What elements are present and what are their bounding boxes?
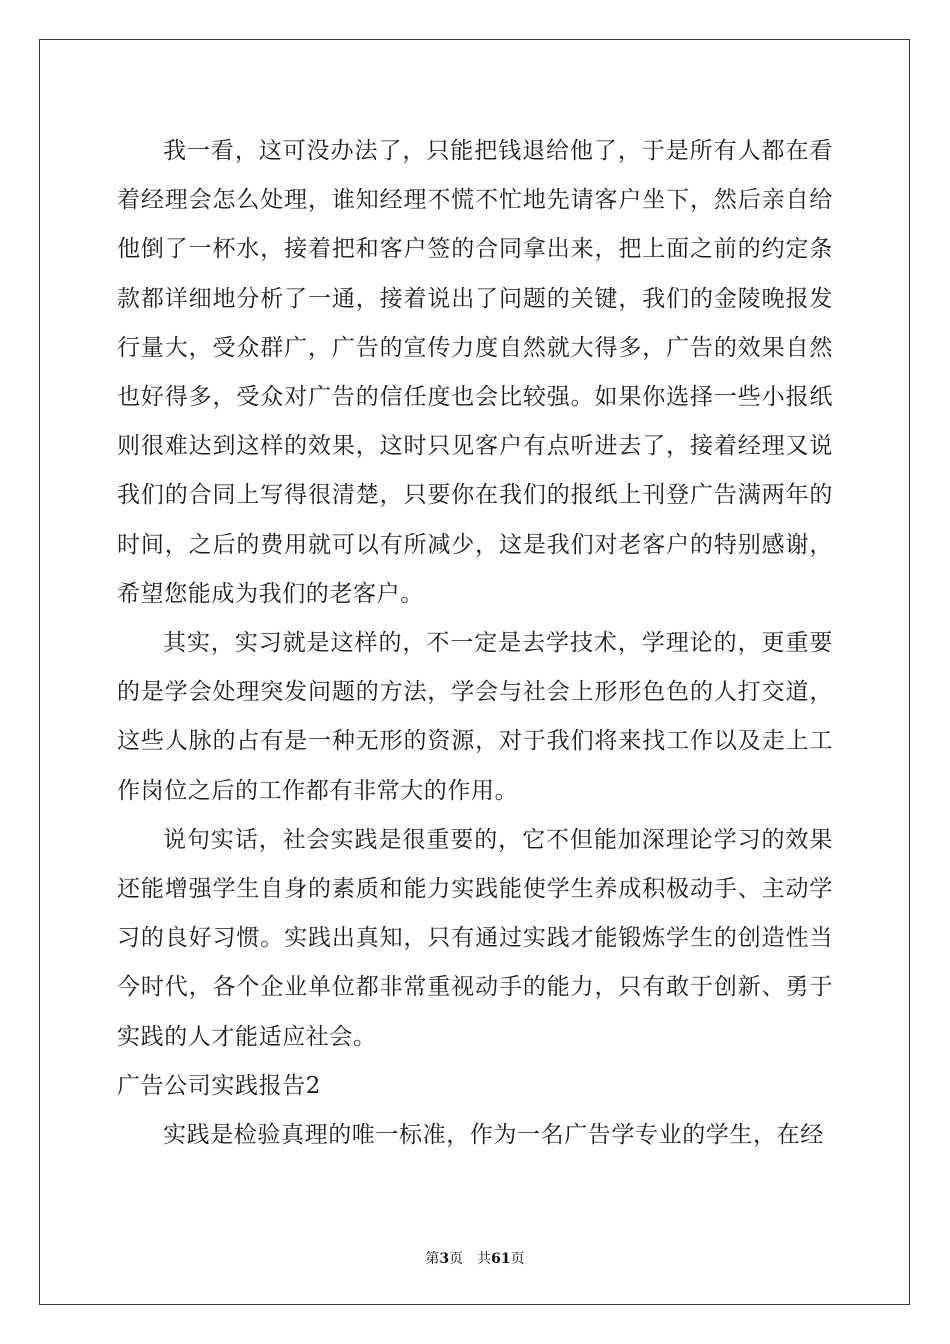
document-body xyxy=(117,127,833,1160)
paragraph-2: 其实，实习就是这样的，不一定是去学技术，学理论的，更重要的是学会处理突发问题的方法，学会与社会上形形色色的人打交道，这些人脉的占有是一种无形的资源，对于我们将来找工作以及走上工作岗位之后的工作都有非常大的作用。 xyxy=(117,630,833,804)
paragraph-1: 我一看，这可没办法了，只能把钱退给他了，于是所有人都在看着经理会怎么处理，谁知经理不慌不忙地先请客户坐下，然后亲自给他倒了一杯水，接着把和客户签的合同拿出来，把上面之前的约定条款都详细地分析了一通，接着说出了问题的关键，我们的金陵晚报发行量大，受众群广，广告的宣传力度自然就大得多，广告的效果自然也好得多，受众对广告的信任度也会比较强。如果你选择一些小报纸则很难达到这样的效果，这时只见客户有点听进去了，接着经理又说我们的合同上写得很清楚，只要你在我们的报纸上刊登广告满两年的时间，之后的费用就可以有所减少，这是我们对老客户的特别感谢，希望您能成为我们的老客户。 xyxy=(117,138,833,607)
paragraph-3: 说句实话，社会实践是很重要的，它不但能加深理论学习的效果还能增强学生自身的素质和能力实践能使学生养成积极动手、主动学习的良好习惯。实践出真知，只有通过实践才能锻炼学生的创造性当今时代，各个企业单位都非常重视动手的能力，只有敢于创新、勇于实践的人才能适应社会。 xyxy=(117,826,833,1050)
section-heading: 广告公司实践报告2 xyxy=(117,1072,322,1099)
footer-total-prefix: 共 xyxy=(477,1251,492,1267)
page-number: 3 xyxy=(439,1251,450,1267)
footer-page-suffix: 页 xyxy=(449,1251,464,1267)
page-footer xyxy=(0,1248,950,1268)
total-pages: 61 xyxy=(491,1251,511,1267)
paragraph-4: 实践是检验真理的唯一标准，作为一名广告学专业的学生，在经 xyxy=(163,1122,824,1149)
footer-prefix: 第 xyxy=(425,1251,440,1267)
footer-total-suffix: 页 xyxy=(510,1251,525,1267)
